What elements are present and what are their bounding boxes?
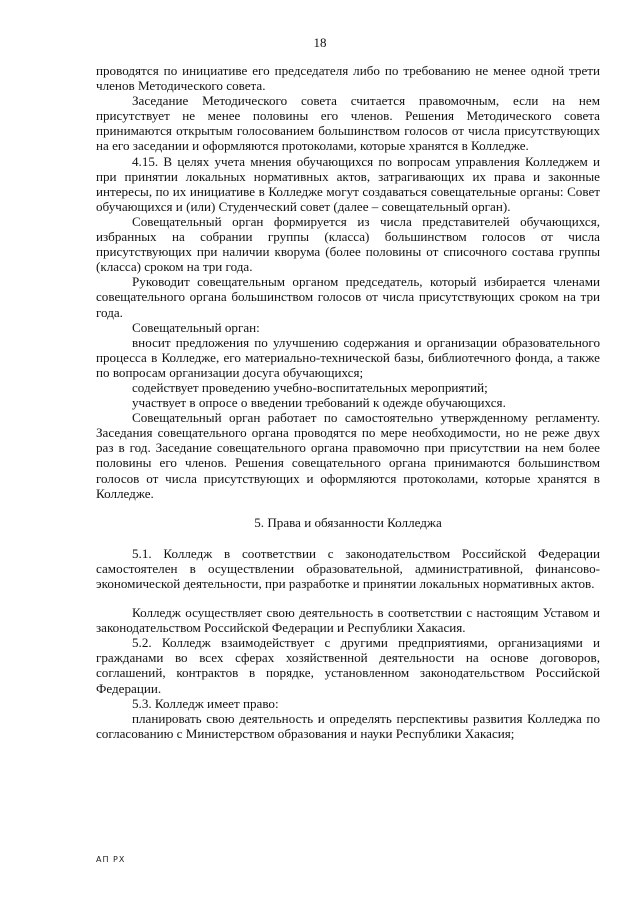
section-heading: 5. Права и обязанности Колледжа	[254, 514, 442, 530]
paragraph-advisory-body-events: содействует проведению учебно-воспитательных мероприятий;	[132, 379, 488, 395]
paragraph-methodical-council-quorum: Заседание Методического совета считается правомочным, если на нем присутствует не менее половины его членов. Решения Методического совета принимаются открытым голосованием большинством голосов от числа присутствующих на его заседании и оформляются протоколами, которые хранятся в Колледже.	[96, 93, 600, 154]
paragraph-planning-right: планировать свою деятельность и определять перспективы развития Колледжа по согласованию с Министерством образования и науки Республики Хакасия;	[96, 710, 600, 741]
paragraph-advisory-body-proposals: вносит предложения по улучшению содержания и организации образовательного процесса в Колледже, его материально-технической базы, библиотечного фонда, а также по вопросам организации досуга обучающихся;	[96, 334, 600, 380]
paragraph-5-1: 5.1. Колледж в соответствии с законодательством Российской Федерации самостоятелен в осуществлении образовательной, административной, финансово-экономической деятельности, при разработке и принятии локальных нормативных актов.	[96, 545, 600, 591]
paragraph-advisory-body-chair: Руководит совещательным органом председатель, который избирается членами совещательного органа большинством голосов от числа присутствующих сроком на три года.	[96, 274, 600, 320]
paragraph-college-activity: Колледж осуществляет свою деятельность в соответствии с настоящим Уставом и законодательством Российской Федерации и Республики Хакасия.	[96, 605, 600, 636]
document-body	[96, 63, 600, 741]
paragraph-advisory-body-formation: Совещательный орган формируется из числа представителей обучающихся, избранных на собрании группы (класса) большинством голосов от числа присутствующих при наличии кворума (более половины от списочного состава группы (класса) сроком на три года.	[96, 213, 600, 275]
paragraph-advisory-body-label: Совещательный орган:	[132, 319, 260, 335]
page-number: 18	[313, 35, 327, 50]
paragraph-advisory-body-dress-code: участвует в опросе о введении требований к одежде обучающихся.	[132, 395, 506, 411]
footer-mark: АП РХ	[96, 855, 126, 864]
paragraph-4-15: 4.15. В целях учета мнения обучающихся по вопросам управления Колледжем и при принятии локальных нормативных актов, затрагивающих их права и законные интересы, по их инициативе в Колледже могут создаваться совещательные органы: Совет обучающихся и (или) Студенческий совет (далее – совещательный орган).	[96, 153, 600, 214]
paragraph-5-3: 5.3. Колледж имеет право:	[132, 695, 279, 711]
paragraph-continuation: проводятся по инициативе его председателя либо по требованию не менее одной трети членов Методического совета.	[96, 63, 600, 94]
paragraph-advisory-body-regulations: Совещательный орган работает по самостоятельно утвержденному регламенту. Заседания совещательного органа проводятся по мере необходимости, но не реже двух раз в год. Заседание совещательного органа правомочно при присутствии на нем более половины его членов. Решения совещательного органа принимаются большинством голосов от числа присутствующих и оформляются протоколами, которые хранятся в Колледже.	[96, 410, 600, 501]
paragraph-5-2: 5.2. Колледж взаимодействует с другими предприятиями, организациями и гражданами во всех сферах хозяйственной деятельности на основе договоров, соглашений, контрактов в порядке, установленном законодательством Российской Федерации.	[96, 635, 600, 696]
